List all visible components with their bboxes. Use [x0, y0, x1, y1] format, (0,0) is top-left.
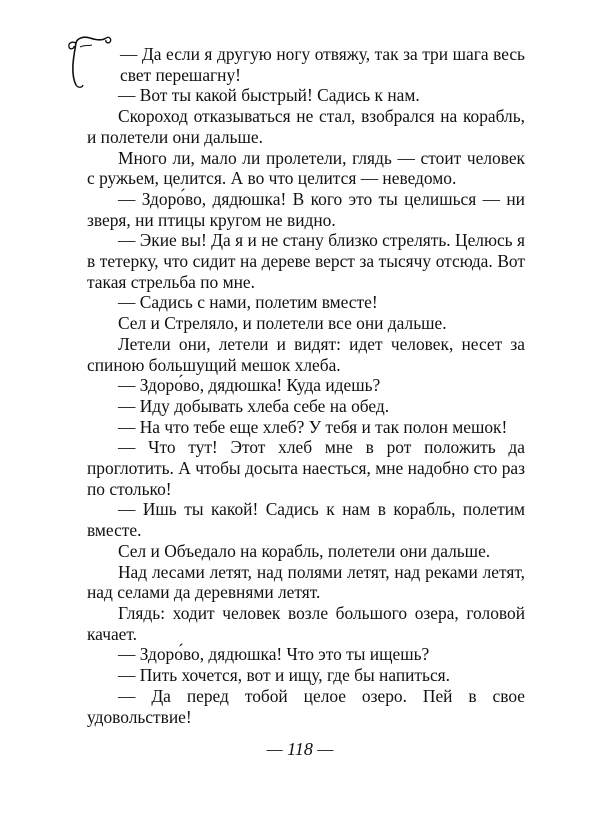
paragraph: Сел и Стреляло, и полетели все они дальше.: [118, 313, 447, 334]
paragraph: — Садись с нами, полетим вместе!: [118, 292, 378, 313]
paragraph: — Вот ты какой быстрый! Садись к нам.: [118, 85, 420, 106]
paragraph: — Здоро́во, дядюшка! Куда идешь?: [118, 375, 381, 396]
paragraph: — Что тут! Этот хлеб мне в рот положить да проглотить. А чтобы досыта наесться, мне надобно сто раз по столько!: [87, 437, 525, 499]
paragraph: — Здоро́во, дядюшка! Что это ты ищешь?: [118, 644, 430, 665]
page-number: — 118 —: [266, 739, 334, 759]
paragraph: Скороход отказываться не стал, взобрался на корабль, и полетели они дальше.: [87, 106, 525, 147]
paragraph: — На что тебе еще хлеб? У тебя и так полон мешок!: [118, 416, 508, 437]
paragraph: — Пить хочется, вот и ищу, где бы напиться.: [118, 665, 451, 686]
paragraph: Над лесами летят, над полями летят, над реками летят, над селами да деревнями летят.: [87, 561, 525, 603]
paragraph: — Здоро́во, дядюшка! В кого это ты целишься — ни зверя, ни птицы кругом не видно.: [87, 188, 525, 230]
story-text: [87, 44, 525, 727]
paragraph: Глядь: ходит человек возле большого озера, головой качает.: [87, 602, 525, 644]
paragraph: — Экие вы! Да я и не стану близко стрелять. Целюсь я в тетерку, что сидит на дереве верст за тысячу отсюда. Вот такая стрельба по мне.: [87, 230, 525, 292]
paragraph: — Ишь ты какой! Садись к нам в корабль, полетим вместе.: [87, 499, 525, 541]
paragraph: Много ли, мало ли пролетели, глядь — стоит человек с ружьем, целится. А во что целится — неведомо.: [87, 147, 525, 189]
paragraph: — Да если я другую ногу отвяжу, так за три шага весь свет перешагну!: [120, 44, 525, 85]
paragraph: Сел и Объедало на корабль, полетели они дальше.: [118, 540, 491, 561]
paragraph: Летели они, летели и видят: идет человек, несет за спиною большущий мешок хлеба.: [87, 333, 525, 375]
paragraph: — Иду добывать хлеба себе на обед.: [118, 395, 390, 416]
paragraph: — Да перед тобой целое озеро. Пей в свое удовольствие!: [87, 685, 525, 727]
